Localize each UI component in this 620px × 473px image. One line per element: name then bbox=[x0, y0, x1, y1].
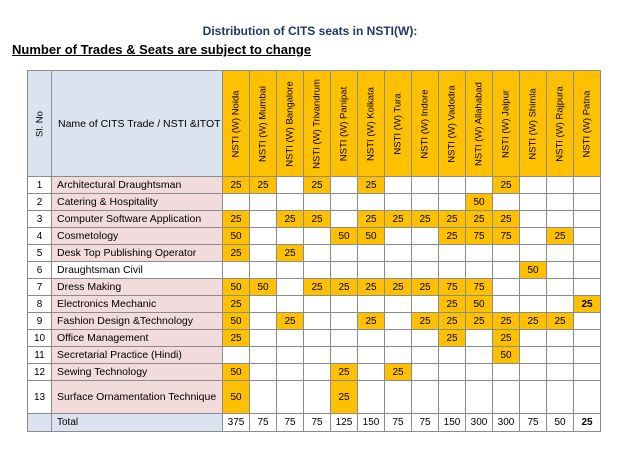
seat-count-cell: 75 bbox=[493, 228, 520, 245]
seat-count-cell bbox=[412, 245, 439, 262]
seat-count-cell: 50 bbox=[493, 347, 520, 364]
seat-count-cell bbox=[331, 211, 358, 228]
seat-count-cell: 25 bbox=[223, 211, 250, 228]
sl-no-cell: 4 bbox=[28, 228, 52, 245]
seat-count-cell bbox=[493, 279, 520, 296]
trade-name-cell: Cosmetology bbox=[52, 228, 223, 245]
seat-count-cell: 25 bbox=[277, 245, 304, 262]
seat-count-cell bbox=[385, 347, 412, 364]
seat-count-cell bbox=[277, 177, 304, 194]
seat-count-cell: 25 bbox=[439, 313, 466, 330]
total-value-cell: 150 bbox=[439, 414, 466, 432]
institute-header-label: NSTI (W) Trivandrum bbox=[311, 78, 323, 169]
sl-no-cell: 12 bbox=[28, 364, 52, 381]
table-row bbox=[28, 177, 601, 194]
seat-count-cell bbox=[304, 245, 331, 262]
document-title: Distribution of CITS seats in NSTI(W): bbox=[202, 24, 418, 38]
seat-count-cell bbox=[358, 381, 385, 414]
seat-count-cell bbox=[574, 194, 601, 211]
seat-count-cell bbox=[547, 194, 574, 211]
seat-count-cell bbox=[493, 364, 520, 381]
seat-count-cell bbox=[520, 245, 547, 262]
seat-count-cell bbox=[520, 296, 547, 313]
seat-count-cell bbox=[493, 262, 520, 279]
seat-count-cell: 25 bbox=[439, 228, 466, 245]
seat-count-cell bbox=[412, 330, 439, 347]
seat-count-cell bbox=[331, 245, 358, 262]
seat-count-cell: 75 bbox=[439, 279, 466, 296]
seat-count-cell bbox=[304, 313, 331, 330]
seat-count-cell: 25 bbox=[466, 211, 493, 228]
seat-count-cell bbox=[385, 330, 412, 347]
total-value-cell: 75 bbox=[277, 414, 304, 432]
table-row bbox=[28, 228, 601, 245]
seat-count-cell bbox=[439, 347, 466, 364]
seat-count-cell bbox=[277, 347, 304, 364]
seat-count-cell: 25 bbox=[385, 211, 412, 228]
seat-count-cell bbox=[250, 313, 277, 330]
seat-count-cell bbox=[466, 245, 493, 262]
seat-count-cell bbox=[439, 177, 466, 194]
seat-count-cell bbox=[520, 228, 547, 245]
seat-count-cell bbox=[358, 296, 385, 313]
seat-count-cell bbox=[412, 296, 439, 313]
seat-count-cell bbox=[520, 330, 547, 347]
table-body bbox=[28, 177, 601, 432]
seat-count-cell bbox=[574, 177, 601, 194]
seat-count-cell bbox=[331, 296, 358, 313]
seat-count-cell: 50 bbox=[250, 279, 277, 296]
total-label: Total bbox=[52, 414, 223, 432]
sl-no-header-label: Sl. No bbox=[34, 110, 45, 137]
total-sl-cell bbox=[28, 414, 52, 432]
seat-count-cell bbox=[520, 279, 547, 296]
seat-count-cell: 25 bbox=[358, 211, 385, 228]
seat-count-cell bbox=[385, 381, 412, 414]
seat-count-cell: 25 bbox=[412, 313, 439, 330]
trade-name-cell: Electronics Mechanic bbox=[52, 296, 223, 313]
seat-count-cell bbox=[574, 279, 601, 296]
seat-count-cell: 50 bbox=[520, 262, 547, 279]
sl-no-cell: 10 bbox=[28, 330, 52, 347]
seat-count-cell bbox=[574, 364, 601, 381]
seat-count-cell bbox=[358, 262, 385, 279]
seat-count-cell: 50 bbox=[466, 194, 493, 211]
total-value-cell: 375 bbox=[223, 414, 250, 432]
total-value-cell: 75 bbox=[250, 414, 277, 432]
seat-count-cell bbox=[547, 245, 574, 262]
seat-count-cell: 25 bbox=[331, 381, 358, 414]
seat-count-cell bbox=[304, 228, 331, 245]
sl-no-cell: 11 bbox=[28, 347, 52, 364]
table-row bbox=[28, 279, 601, 296]
total-value-cell: 75 bbox=[520, 414, 547, 432]
total-row bbox=[28, 414, 601, 432]
seat-count-cell bbox=[412, 262, 439, 279]
seat-count-cell: 50 bbox=[331, 228, 358, 245]
institute-header bbox=[466, 71, 493, 177]
seat-count-cell bbox=[574, 347, 601, 364]
table-row bbox=[28, 313, 601, 330]
seat-count-cell: 50 bbox=[358, 228, 385, 245]
trade-name-cell: Computer Software Application bbox=[52, 211, 223, 228]
seat-count-cell bbox=[223, 194, 250, 211]
seat-count-cell bbox=[412, 347, 439, 364]
institute-header-label: NSTI (W) Tura bbox=[392, 92, 404, 155]
seat-count-cell bbox=[574, 330, 601, 347]
seat-count-cell: 25 bbox=[574, 296, 601, 313]
trade-name-cell: Dress Making bbox=[52, 279, 223, 296]
seat-count-cell bbox=[304, 381, 331, 414]
institute-header-label: NSTI (W) Panipat bbox=[338, 86, 350, 161]
seat-count-cell: 25 bbox=[547, 228, 574, 245]
seat-count-cell: 25 bbox=[223, 296, 250, 313]
seat-count-cell bbox=[547, 364, 574, 381]
seat-count-cell bbox=[277, 228, 304, 245]
document-subtitle: Number of Trades & Seats are subject to change bbox=[12, 42, 312, 57]
seat-count-cell bbox=[520, 194, 547, 211]
seat-count-cell bbox=[331, 177, 358, 194]
seat-count-cell bbox=[439, 262, 466, 279]
institute-header bbox=[223, 71, 250, 177]
institute-header bbox=[385, 71, 412, 177]
seat-count-cell: 25 bbox=[304, 279, 331, 296]
seat-count-cell: 25 bbox=[385, 279, 412, 296]
seat-count-cell bbox=[277, 330, 304, 347]
seat-count-cell bbox=[385, 177, 412, 194]
seat-count-cell bbox=[385, 262, 412, 279]
seat-count-cell bbox=[358, 245, 385, 262]
institute-header bbox=[412, 71, 439, 177]
trade-name-cell: Fashion Design &Technology bbox=[52, 313, 223, 330]
seat-count-cell bbox=[574, 245, 601, 262]
seat-count-cell bbox=[304, 296, 331, 313]
seat-count-cell bbox=[574, 381, 601, 414]
seat-count-cell: 25 bbox=[223, 245, 250, 262]
seat-count-cell bbox=[250, 296, 277, 313]
seat-count-cell: 25 bbox=[547, 313, 574, 330]
seat-count-cell bbox=[277, 194, 304, 211]
table-row bbox=[28, 381, 601, 414]
sl-no-cell: 13 bbox=[28, 381, 52, 414]
trade-name-cell: Architectural Draughtsman bbox=[52, 177, 223, 194]
seat-count-cell bbox=[520, 347, 547, 364]
institute-header-label: NSTI (W) Jaipur bbox=[500, 89, 512, 158]
seat-count-cell bbox=[250, 381, 277, 414]
seat-distribution-table bbox=[27, 70, 601, 432]
seat-count-cell bbox=[439, 245, 466, 262]
seat-count-cell: 25 bbox=[466, 313, 493, 330]
seat-count-cell bbox=[466, 177, 493, 194]
institute-header bbox=[520, 71, 547, 177]
seat-count-cell bbox=[493, 245, 520, 262]
seat-count-cell bbox=[250, 211, 277, 228]
seat-count-cell: 25 bbox=[304, 211, 331, 228]
seat-count-cell bbox=[466, 262, 493, 279]
seat-count-cell bbox=[520, 211, 547, 228]
seat-count-cell bbox=[277, 279, 304, 296]
seat-count-cell: 75 bbox=[466, 228, 493, 245]
seat-count-cell bbox=[331, 313, 358, 330]
seat-count-cell bbox=[277, 381, 304, 414]
table-row bbox=[28, 211, 601, 228]
seat-count-cell bbox=[277, 262, 304, 279]
total-value-cell: 50 bbox=[547, 414, 574, 432]
seat-count-cell: 25 bbox=[331, 279, 358, 296]
seat-count-cell: 25 bbox=[385, 364, 412, 381]
seat-count-cell bbox=[439, 194, 466, 211]
seat-count-cell bbox=[331, 194, 358, 211]
institute-header-label: NSTI (W) Shimla bbox=[527, 87, 539, 160]
seat-count-cell bbox=[385, 296, 412, 313]
institute-header bbox=[277, 71, 304, 177]
seat-count-cell bbox=[574, 211, 601, 228]
seat-count-cell: 25 bbox=[304, 177, 331, 194]
seat-count-cell bbox=[358, 364, 385, 381]
trade-name-cell: Surface Ornamentation Technique bbox=[52, 381, 223, 414]
sl-no-cell: 5 bbox=[28, 245, 52, 262]
seat-count-cell: 25 bbox=[358, 313, 385, 330]
seat-count-cell: 25 bbox=[412, 279, 439, 296]
seat-count-cell bbox=[547, 211, 574, 228]
sl-no-cell: 2 bbox=[28, 194, 52, 211]
seat-count-cell bbox=[304, 347, 331, 364]
seat-count-cell: 50 bbox=[223, 228, 250, 245]
institute-header bbox=[331, 71, 358, 177]
seat-count-cell bbox=[250, 262, 277, 279]
seat-count-cell: 50 bbox=[466, 296, 493, 313]
seat-count-cell: 50 bbox=[223, 364, 250, 381]
seat-count-cell: 25 bbox=[412, 211, 439, 228]
institute-header-label: NSTI (W) Bangalore bbox=[284, 80, 296, 167]
seat-count-cell bbox=[466, 381, 493, 414]
seat-count-cell bbox=[466, 330, 493, 347]
sl-no-cell: 8 bbox=[28, 296, 52, 313]
seat-count-cell bbox=[304, 194, 331, 211]
seat-count-cell bbox=[250, 194, 277, 211]
sl-no-cell: 1 bbox=[28, 177, 52, 194]
seat-count-cell bbox=[331, 330, 358, 347]
seat-count-cell bbox=[250, 245, 277, 262]
seat-count-cell bbox=[250, 228, 277, 245]
institute-header-label: NSTI (W) Patna bbox=[581, 89, 593, 158]
total-value-cell: 150 bbox=[358, 414, 385, 432]
seat-count-cell bbox=[547, 177, 574, 194]
seat-count-cell bbox=[250, 364, 277, 381]
table-row bbox=[28, 330, 601, 347]
trade-name-cell: Desk Top Publishing Operator bbox=[52, 245, 223, 262]
institute-header-label: NSTI (W) Indore bbox=[419, 88, 431, 159]
seat-count-cell bbox=[439, 381, 466, 414]
seat-count-cell bbox=[493, 194, 520, 211]
seat-count-cell: 25 bbox=[250, 177, 277, 194]
seat-count-cell: 25 bbox=[358, 177, 385, 194]
seat-count-cell: 25 bbox=[493, 313, 520, 330]
total-value-cell: 75 bbox=[412, 414, 439, 432]
trade-name-cell: Draughtsman Civil bbox=[52, 262, 223, 279]
seat-count-cell: 25 bbox=[493, 330, 520, 347]
sl-no-cell: 7 bbox=[28, 279, 52, 296]
seat-count-cell bbox=[547, 347, 574, 364]
sl-no-cell: 9 bbox=[28, 313, 52, 330]
seat-count-cell bbox=[574, 313, 601, 330]
seat-count-cell bbox=[412, 364, 439, 381]
seat-count-cell bbox=[385, 194, 412, 211]
seat-count-cell bbox=[250, 330, 277, 347]
seat-count-cell bbox=[250, 347, 277, 364]
table-row bbox=[28, 347, 601, 364]
institute-header-label: NSTI (W) Noida bbox=[230, 89, 242, 158]
seat-count-cell: 25 bbox=[520, 313, 547, 330]
institute-header-label: NSTI (W) Kolkata bbox=[365, 86, 377, 161]
trade-name-cell: Sewing Technology bbox=[52, 364, 223, 381]
seat-count-cell bbox=[439, 364, 466, 381]
seat-count-cell bbox=[358, 330, 385, 347]
seat-count-cell: 25 bbox=[358, 279, 385, 296]
institute-header bbox=[250, 71, 277, 177]
seat-count-cell bbox=[304, 262, 331, 279]
seat-count-cell bbox=[493, 296, 520, 313]
total-value-cell: 75 bbox=[304, 414, 331, 432]
institute-header bbox=[358, 71, 385, 177]
seat-count-cell bbox=[547, 279, 574, 296]
seat-count-cell bbox=[412, 194, 439, 211]
trade-name-cell: Catering & Hospitality bbox=[52, 194, 223, 211]
seat-count-cell: 25 bbox=[277, 313, 304, 330]
table-row bbox=[28, 296, 601, 313]
institute-header bbox=[439, 71, 466, 177]
seat-count-cell: 25 bbox=[439, 330, 466, 347]
seat-count-cell bbox=[385, 313, 412, 330]
sl-no-header bbox=[28, 71, 52, 177]
seat-count-cell bbox=[520, 364, 547, 381]
seat-count-cell: 25 bbox=[439, 211, 466, 228]
seat-count-cell bbox=[574, 262, 601, 279]
seat-count-cell bbox=[331, 262, 358, 279]
seat-count-cell bbox=[466, 364, 493, 381]
seat-count-cell: 25 bbox=[493, 177, 520, 194]
institute-header-label: NSTI (W) Vadodra bbox=[446, 84, 458, 163]
institute-header bbox=[574, 71, 601, 177]
seat-count-cell bbox=[547, 381, 574, 414]
table-row bbox=[28, 245, 601, 262]
institute-header-label: NSTI (W) Allahabad bbox=[473, 81, 485, 166]
seat-count-cell bbox=[304, 364, 331, 381]
seat-count-cell: 25 bbox=[223, 177, 250, 194]
sl-no-cell: 6 bbox=[28, 262, 52, 279]
institute-header-label: NSTI (W) Rajpura bbox=[554, 85, 566, 162]
seat-count-cell bbox=[520, 381, 547, 414]
seat-count-cell bbox=[331, 347, 358, 364]
seat-count-cell bbox=[277, 296, 304, 313]
table-row bbox=[28, 262, 601, 279]
seat-count-cell bbox=[358, 194, 385, 211]
seat-count-cell bbox=[547, 296, 574, 313]
seat-count-cell: 25 bbox=[439, 296, 466, 313]
institute-header bbox=[547, 71, 574, 177]
total-value-cell: 75 bbox=[385, 414, 412, 432]
table-header-row bbox=[28, 71, 601, 177]
seat-count-cell bbox=[223, 347, 250, 364]
seat-count-cell: 25 bbox=[277, 211, 304, 228]
total-value-cell: 300 bbox=[493, 414, 520, 432]
trade-name-cell: Office Management bbox=[52, 330, 223, 347]
sl-no-cell: 3 bbox=[28, 211, 52, 228]
seat-count-cell bbox=[385, 228, 412, 245]
seat-count-cell bbox=[466, 347, 493, 364]
seat-count-cell bbox=[412, 381, 439, 414]
seat-count-cell bbox=[547, 330, 574, 347]
seat-count-cell bbox=[385, 245, 412, 262]
institute-header bbox=[493, 71, 520, 177]
seat-count-cell bbox=[493, 381, 520, 414]
seat-count-cell bbox=[412, 177, 439, 194]
seat-count-cell: 50 bbox=[223, 313, 250, 330]
seat-count-cell bbox=[304, 330, 331, 347]
seat-count-cell: 50 bbox=[223, 381, 250, 414]
seat-count-cell bbox=[358, 347, 385, 364]
seat-count-cell: 25 bbox=[493, 211, 520, 228]
seat-count-cell bbox=[277, 364, 304, 381]
seat-count-cell: 75 bbox=[466, 279, 493, 296]
seat-count-cell bbox=[574, 228, 601, 245]
total-value-cell: 300 bbox=[466, 414, 493, 432]
seat-count-cell: 25 bbox=[331, 364, 358, 381]
seat-count-cell bbox=[412, 228, 439, 245]
table-row bbox=[28, 364, 601, 381]
institute-header-label: NSTI (W) Mumbai bbox=[257, 85, 269, 162]
total-value-cell: 25 bbox=[574, 414, 601, 432]
seat-count-cell: 25 bbox=[223, 330, 250, 347]
institute-header bbox=[304, 71, 331, 177]
table-row bbox=[28, 194, 601, 211]
seat-count-cell bbox=[547, 262, 574, 279]
seat-count-cell bbox=[223, 262, 250, 279]
seat-count-cell bbox=[520, 177, 547, 194]
trade-name-cell: Secretarial Practice (Hindi) bbox=[52, 347, 223, 364]
trade-name-header: Name of CITS Trade / NSTI &ITOT bbox=[52, 71, 223, 177]
seat-count-cell: 50 bbox=[223, 279, 250, 296]
total-value-cell: 125 bbox=[331, 414, 358, 432]
